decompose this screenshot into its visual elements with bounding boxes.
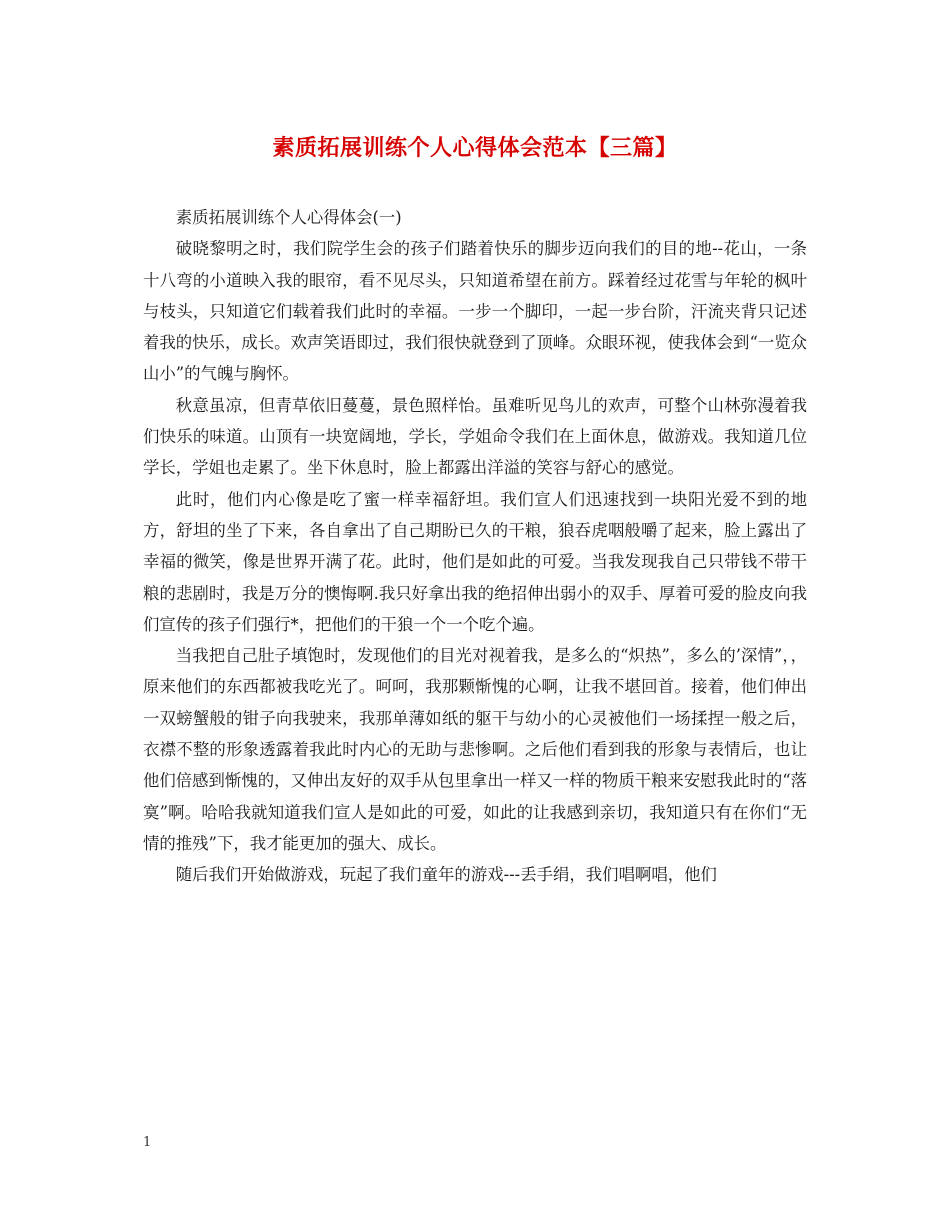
section-heading: 素质拓展训练个人心得体会(一) — [175, 208, 402, 227]
document-title: 素质拓展训练个人心得体会范本【三篇】 — [272, 135, 678, 161]
paragraph-5: 随后我们开始做游戏，玩起了我们童年的游戏---丢手绢，我们唱啊唱，他们 — [175, 865, 717, 885]
page-number: 1 — [143, 1135, 152, 1150]
paragraph-1: 破晓黎明之时，我们院学生会的孩子们踏着快乐的脚步迈向我们的目的地--花山，一条十八弯的小道映入我的眼帘，看不见尽头，只知道希望在前方。踩着经过花雪与年轮的枫叶与枝头，只知道它们载着我们此时的幸福。一步一个脚印，一起一步台阶，汗流夹背只记述着我的快乐，成长。欢声笑语即过，我们很快就登到了顶峰。众眼环视，使我体会到“一览众山小”的气魄与胸怀。 — [143, 239, 808, 384]
paragraph-2: 秋意虽凉，但青草依旧蔓蔓，景色照样怡。虽难听见鸟儿的欢声，可整个山林弥漫着我们快乐的味道。山顶有一块宽阔地，学长，学姐命令我们在上面休息，做游戏。我知道几位学长，学姐也走累了。坐下休息时，脸上都露出洋溢的笑容与舒心的感觉。 — [143, 395, 807, 478]
paragraph-4: 当我把自己肚子填饱时，发现他们的目光对视着我，是多么的“炽热”，多么的’深情”，，原来他们的东西都被我吃光了。呵呵，我那颗惭愧的心啊，让我不堪回首。接着，他们伸出一双螃蟹般的钳子向我驶来，我那单薄如纸的躯干与幼小的心灵被他们一场揉捏一般之后，衣襟不整的形象透露着我此时内心的无助与悲惨啊。之后他们看到我的形象与表情后，也让他们倍感到惭愧的，又伸出友好的双手从包里拿出一样又一样的物质干粮来安慰我此时的“落寞”啊。哈哈我就知道我们宣人是如此的可爱，如此的让我感到亲切，我知道只有在你们“无情的推残”下，我才能更加的强大、成长。 — [143, 646, 808, 853]
document-body — [143, 202, 807, 891]
paragraph-3: 此时，他们内心像是吃了蜜一样幸福舒坦。我们宣人们迅速找到一块阳光爱不到的地方，舒坦的坐了下来，各自拿出了自己期盼已久的干粮，狼吞虎咽般嚼了起来，脸上露出了幸福的微笑，像是世界开满了花。此时，他们是如此的可爱。当我发现我自己只带钱不带干粮的悲剧时，我是万分的懊悔啊.我只好拿出我的绝招伸出弱小的双手、厚着可爱的脸皮向我们宣传的孩子们强行*，把他们的干狼一个一个吃个遍。 — [143, 489, 807, 634]
